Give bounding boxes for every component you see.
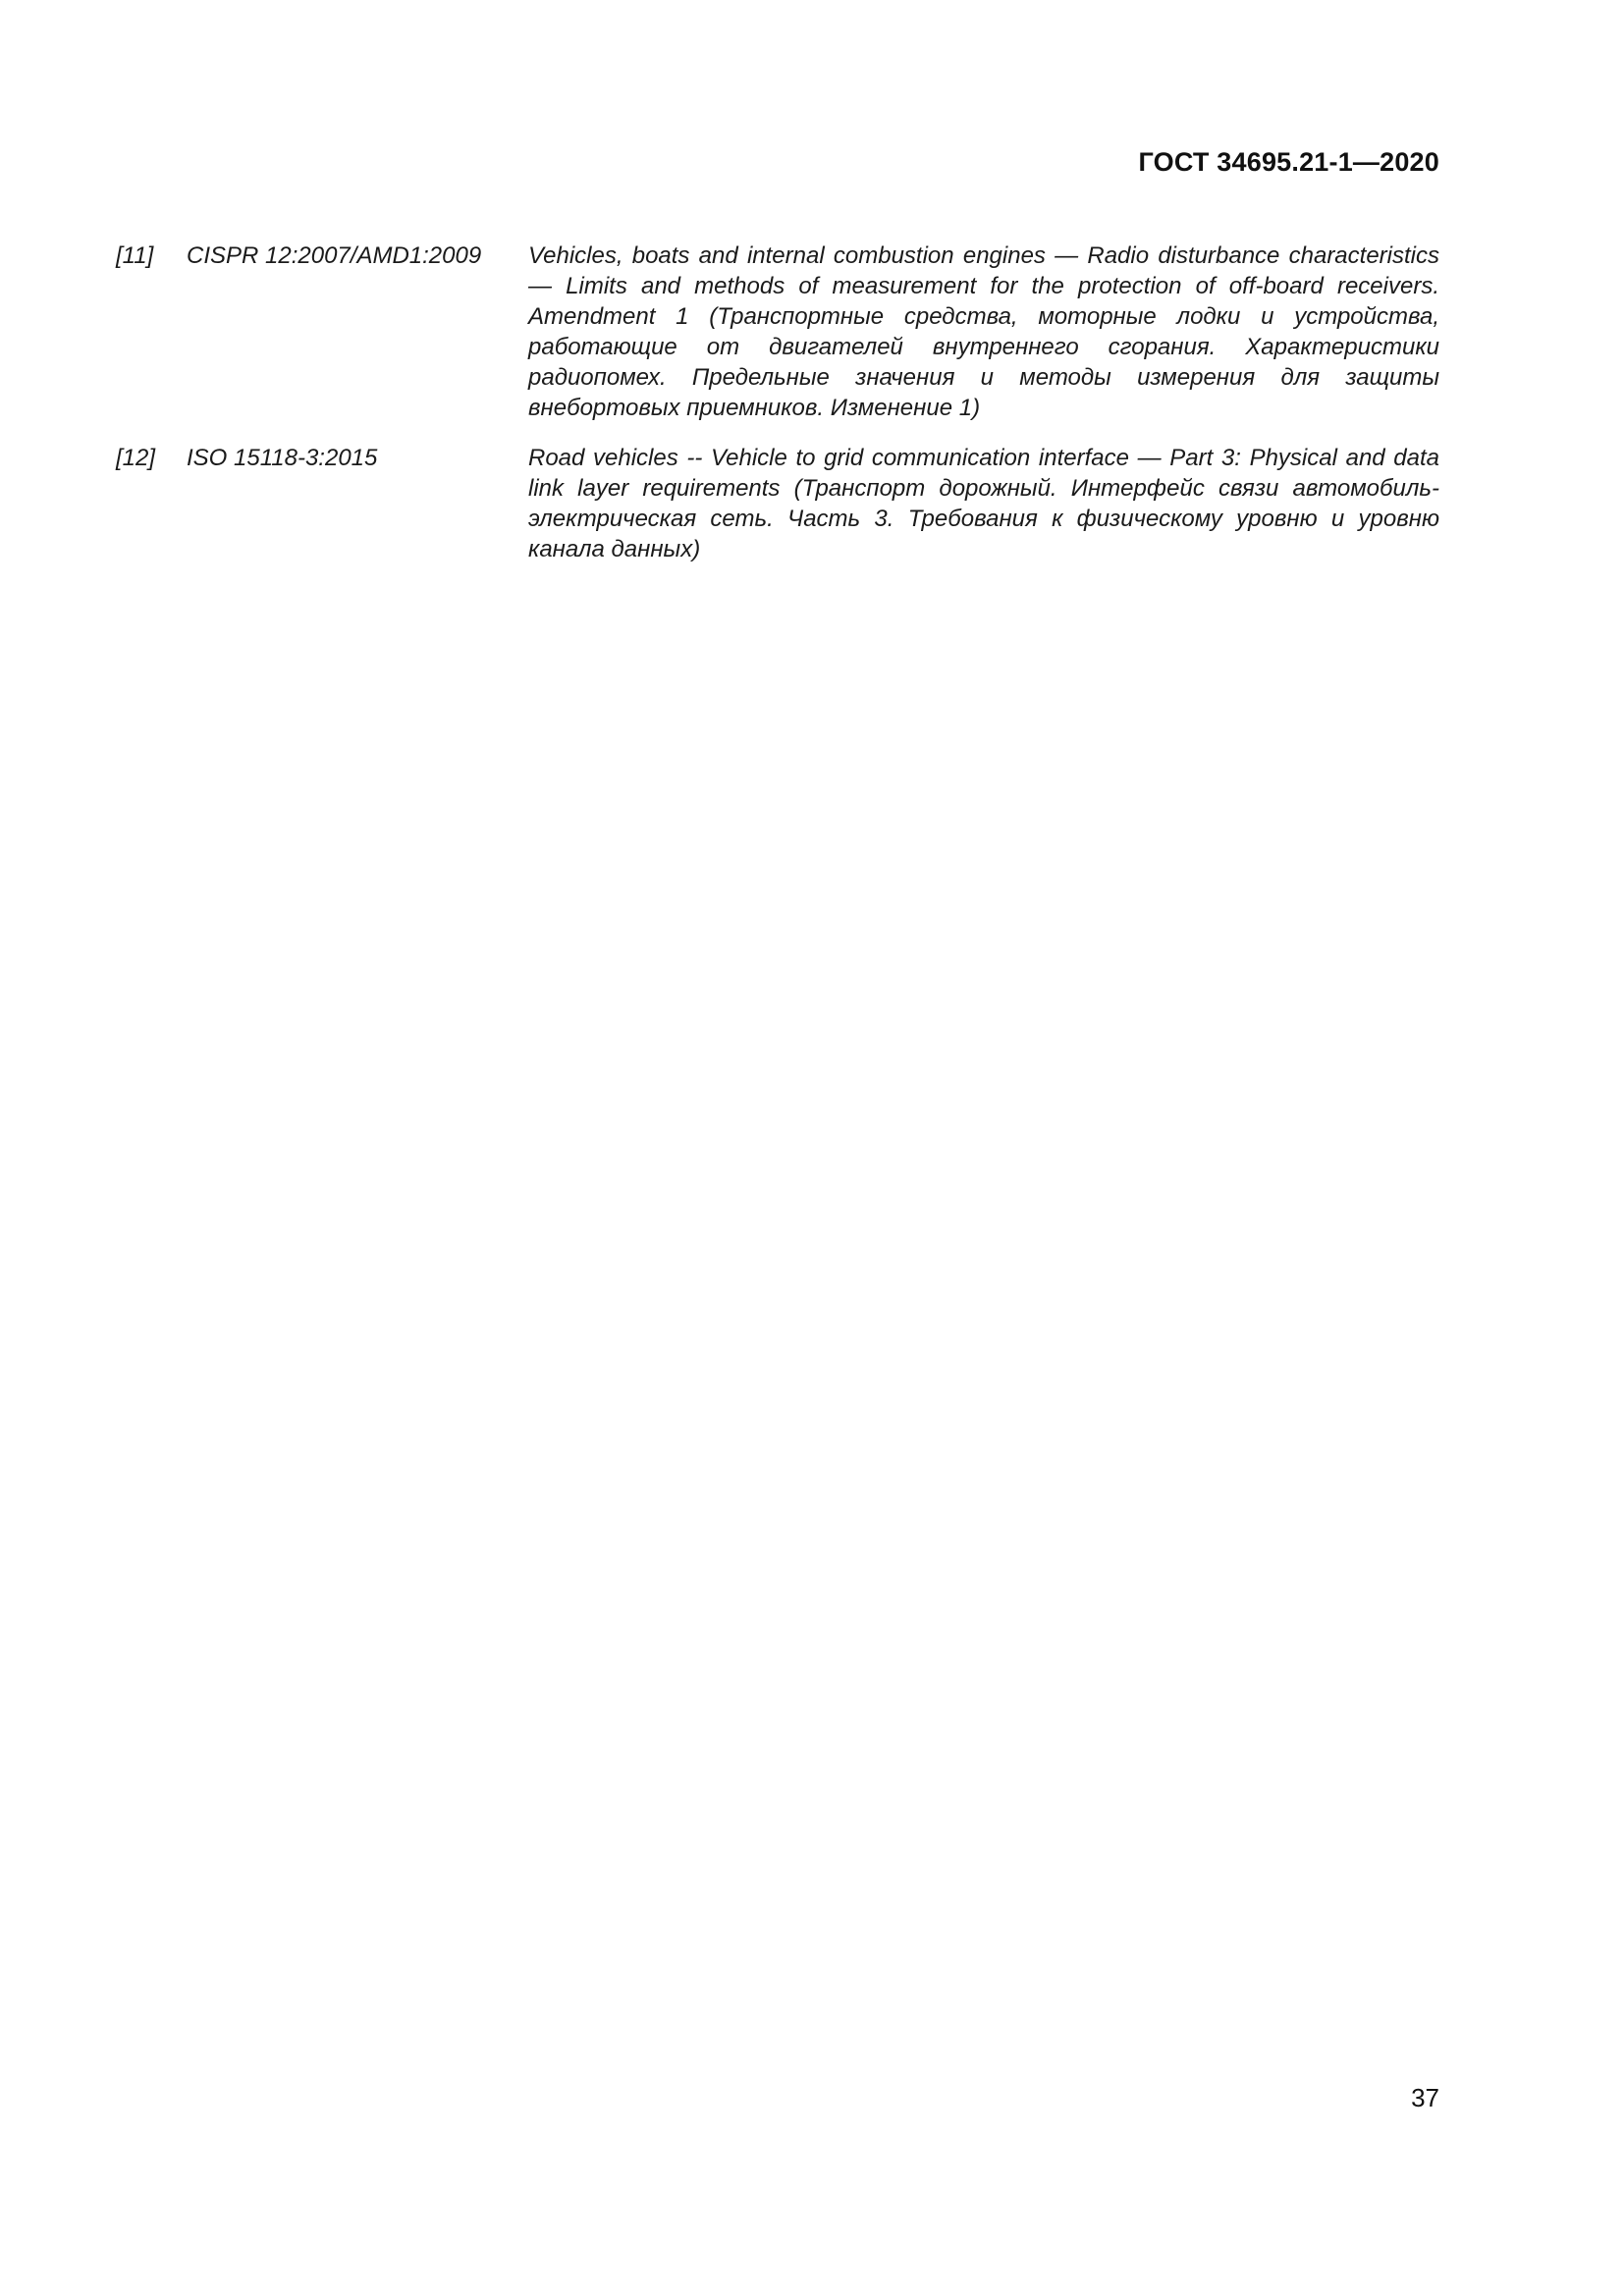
bibliography-entry: [116, 443, 1439, 564]
reference-number: [11]: [116, 242, 154, 269]
document-code-header: ГОСТ 34695.21-1—2020: [1138, 147, 1439, 177]
standard-code: ISO 15118-3:2015: [187, 445, 378, 471]
standard-code: CISPR 12:2007/AMD1:2009: [187, 242, 482, 269]
standard-title: Vehicles, boats and internal combustion engines — Radio disturbance characteristics — Limits and methods of measurement for the protection of off-board receivers. Amendment 1 (Транспортные средства, моторные лодки и устройства, работающие от двигателей внутреннего сгорания. Характеристики радиопомех. Предельные значения и методы измерения для защиты внебортовых приемников. Изменение 1): [528, 242, 1439, 421]
page-number: 37: [1411, 2083, 1439, 2112]
bibliography-entry: [116, 240, 1439, 423]
bibliography-list: [116, 240, 1439, 584]
standard-title: Road vehicles -- Vehicle to grid communication interface — Part 3: Physical and data link layer requirements (Транспорт дорожный. Интерфейс связи автомобиль-электрическая сеть. Часть 3. Требования к физическому уровню и уровню канала данных): [528, 445, 1439, 562]
reference-number: [12]: [116, 445, 156, 471]
